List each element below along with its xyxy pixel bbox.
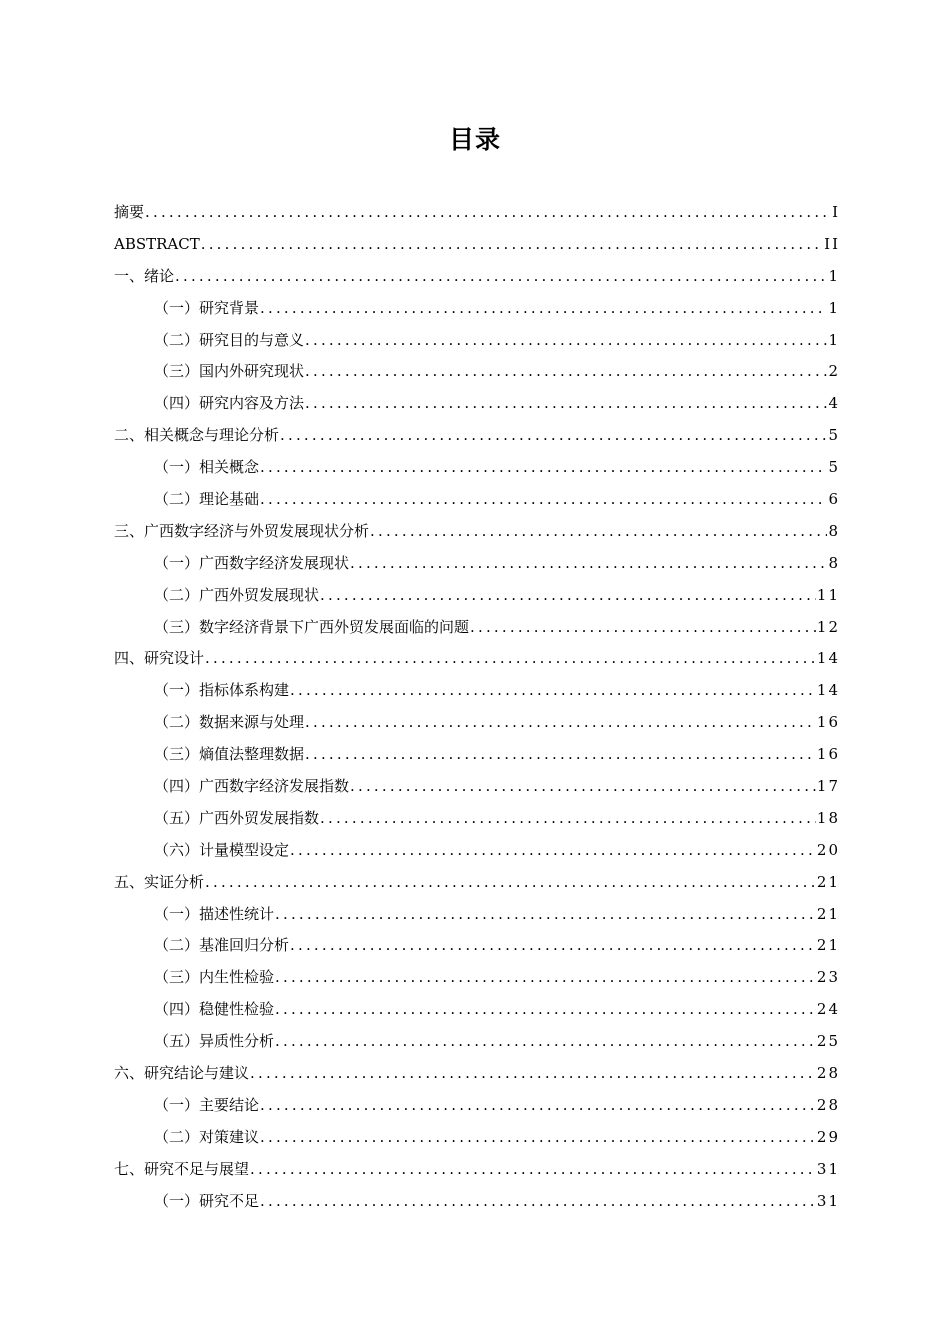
toc-entry-page-number: 1 bbox=[828, 330, 840, 349]
toc-entry-page-number: 1 bbox=[828, 298, 840, 317]
toc-entry-label: （三）内生性检验 bbox=[154, 968, 275, 987]
toc-leader-dots bbox=[260, 293, 827, 325]
toc-entry-page-number: 17 bbox=[816, 777, 840, 796]
toc-entry-label: （二）研究目的与意义 bbox=[154, 330, 305, 349]
toc-entry[interactable] bbox=[114, 229, 838, 261]
toc-leader-dots bbox=[305, 739, 816, 771]
toc-entry[interactable] bbox=[114, 930, 838, 962]
toc-entry-label: （一）主要结论 bbox=[154, 1095, 260, 1114]
toc-entry-label: （二）理论基础 bbox=[154, 490, 260, 509]
toc-entry[interactable] bbox=[114, 707, 838, 739]
toc-entry-page-number: 12 bbox=[816, 617, 840, 636]
toc-entry-label: 三、广西数字经济与外贸发展现状分析 bbox=[114, 521, 370, 540]
toc-entry-page-number: 16 bbox=[816, 745, 840, 764]
toc-entry-page-number: 18 bbox=[816, 808, 840, 827]
toc-entry[interactable] bbox=[114, 548, 838, 580]
toc-entry-label: （三）熵值法整理数据 bbox=[154, 745, 305, 764]
toc-entry[interactable] bbox=[114, 1058, 838, 1090]
toc-entry-label: （一）研究背景 bbox=[154, 298, 260, 317]
toc-leader-dots bbox=[205, 867, 816, 899]
toc-entry[interactable] bbox=[114, 867, 838, 899]
toc-entry-label: （三）数字经济背景下广西外贸发展面临的问题 bbox=[154, 617, 470, 636]
toc-entry[interactable] bbox=[114, 739, 838, 771]
toc-entry-page-number: 16 bbox=[816, 713, 840, 732]
toc-entry-label: （六）计量模型设定 bbox=[154, 840, 290, 859]
toc-entry-label: （四）稳健性检验 bbox=[154, 1000, 275, 1019]
toc-entry-label: ABSTRACT bbox=[114, 234, 200, 253]
toc-entry-page-number: 5 bbox=[828, 458, 840, 477]
toc-entry-page-number: 21 bbox=[816, 904, 840, 923]
toc-leader-dots bbox=[275, 994, 816, 1026]
table-of-contents bbox=[114, 197, 838, 1218]
toc-leader-dots bbox=[280, 420, 827, 452]
toc-leader-dots bbox=[205, 643, 816, 675]
toc-leader-dots bbox=[290, 930, 816, 962]
toc-entry[interactable] bbox=[114, 1026, 838, 1058]
toc-entry-page-number: 21 bbox=[816, 872, 840, 891]
toc-entry-page-number: 28 bbox=[816, 1064, 840, 1083]
toc-entry-label: （一）研究不足 bbox=[154, 1191, 260, 1210]
toc-leader-dots bbox=[175, 261, 827, 293]
toc-entry-page-number: 2 bbox=[828, 362, 840, 381]
toc-leader-dots bbox=[260, 1122, 816, 1154]
toc-entry-label: （四）研究内容及方法 bbox=[154, 394, 305, 413]
toc-leader-dots bbox=[275, 899, 816, 931]
toc-entry-label: （五）异质性分析 bbox=[154, 1032, 275, 1051]
toc-entry-label: 一、绪论 bbox=[114, 266, 175, 285]
toc-entry[interactable] bbox=[114, 1122, 838, 1154]
toc-leader-dots bbox=[275, 962, 816, 994]
toc-entry-page-number: 23 bbox=[816, 968, 840, 987]
toc-entry-label: （二）基准回归分析 bbox=[154, 936, 290, 955]
toc-entry-label: 四、研究设计 bbox=[114, 649, 205, 668]
toc-entry[interactable] bbox=[114, 261, 838, 293]
toc-entry[interactable] bbox=[114, 356, 838, 388]
toc-entry-page-number: 14 bbox=[816, 681, 840, 700]
toc-entry-label: 摘要 bbox=[114, 203, 145, 221]
toc-entry-page-number: 5 bbox=[828, 426, 840, 445]
toc-entry[interactable] bbox=[114, 803, 838, 835]
toc-entry-label: （二）对策建议 bbox=[154, 1127, 260, 1146]
toc-entry[interactable] bbox=[114, 420, 838, 452]
toc-leader-dots bbox=[305, 356, 827, 388]
toc-entry-label: 五、实证分析 bbox=[114, 872, 205, 891]
toc-entry[interactable] bbox=[114, 197, 838, 229]
toc-entry[interactable] bbox=[114, 484, 838, 516]
toc-entry[interactable] bbox=[114, 675, 838, 707]
toc-entry-page-number: 6 bbox=[828, 490, 840, 509]
toc-entry-label: （一）描述性统计 bbox=[154, 904, 275, 923]
toc-entry-page-number: 28 bbox=[816, 1095, 840, 1114]
toc-entry-label: （二）数据来源与处理 bbox=[154, 713, 305, 732]
toc-entry-page-number: 4 bbox=[828, 394, 840, 413]
toc-entry[interactable] bbox=[114, 293, 838, 325]
toc-leader-dots bbox=[250, 1154, 816, 1186]
page-title: 目录 bbox=[448, 125, 501, 154]
toc-entry[interactable] bbox=[114, 452, 838, 484]
toc-entry-page-number: 14 bbox=[816, 649, 840, 668]
toc-entry-page-number: 8 bbox=[828, 521, 840, 540]
toc-entry-label: （一）广西数字经济发展现状 bbox=[154, 553, 350, 572]
toc-entry[interactable] bbox=[114, 1154, 838, 1186]
toc-leader-dots bbox=[305, 388, 827, 420]
toc-entry-label: （四）广西数字经济发展指数 bbox=[154, 777, 350, 796]
toc-entry-page-number: 21 bbox=[816, 936, 840, 955]
toc-entry[interactable] bbox=[114, 994, 838, 1026]
toc-leader-dots bbox=[260, 1090, 816, 1122]
toc-entry[interactable] bbox=[114, 835, 838, 867]
toc-leader-dots bbox=[305, 707, 816, 739]
toc-leader-dots bbox=[275, 1026, 816, 1058]
toc-entry[interactable] bbox=[114, 643, 838, 675]
toc-entry-page-number: 29 bbox=[816, 1127, 840, 1146]
toc-leader-dots bbox=[290, 835, 816, 867]
toc-leader-dots bbox=[350, 771, 816, 803]
toc-entry-page-number: 11 bbox=[816, 585, 840, 604]
toc-entry-page-number: I bbox=[832, 203, 840, 221]
toc-entry-page-number: II bbox=[824, 234, 840, 253]
toc-entry-label: （五）广西外贸发展指数 bbox=[154, 808, 320, 827]
toc-entry-label: （三）国内外研究现状 bbox=[154, 362, 305, 381]
toc-entry[interactable] bbox=[114, 325, 838, 357]
toc-leader-dots bbox=[320, 803, 816, 835]
toc-entry-page-number: 31 bbox=[816, 1159, 840, 1178]
toc-entry-label: （二）广西外贸发展现状 bbox=[154, 585, 320, 604]
toc-entry-label: 七、研究不足与展望 bbox=[114, 1159, 250, 1178]
toc-entry-page-number: 1 bbox=[828, 266, 840, 285]
toc-leader-dots bbox=[350, 548, 827, 580]
toc-leader-dots bbox=[370, 516, 827, 548]
toc-entry-page-number: 31 bbox=[816, 1191, 840, 1210]
toc-entry-label: 六、研究结论与建议 bbox=[114, 1064, 250, 1083]
toc-entry[interactable] bbox=[114, 388, 838, 420]
toc-leader-dots bbox=[320, 580, 816, 612]
toc-leader-dots bbox=[145, 197, 831, 229]
toc-leader-dots bbox=[305, 325, 827, 357]
toc-leader-dots bbox=[260, 484, 827, 516]
toc-leader-dots bbox=[290, 675, 816, 707]
toc-entry-label: （一）相关概念 bbox=[154, 458, 260, 477]
toc-entry[interactable] bbox=[114, 580, 838, 612]
toc-leader-dots bbox=[260, 452, 827, 484]
toc-entry[interactable] bbox=[114, 899, 838, 931]
toc-entry-page-number: 20 bbox=[816, 840, 840, 859]
toc-leader-dots bbox=[250, 1058, 816, 1090]
toc-entry[interactable] bbox=[114, 771, 838, 803]
toc-entry-page-number: 8 bbox=[828, 553, 840, 572]
toc-entry-label: 二、相关概念与理论分析 bbox=[114, 426, 280, 445]
toc-entry-label: （一）指标体系构建 bbox=[154, 681, 290, 700]
toc-leader-dots bbox=[470, 612, 816, 644]
toc-entry-page-number: 24 bbox=[816, 1000, 840, 1019]
toc-entry[interactable] bbox=[114, 612, 838, 644]
toc-entry-page-number: 25 bbox=[816, 1032, 840, 1051]
toc-entry[interactable] bbox=[114, 962, 838, 994]
toc-entry[interactable] bbox=[114, 1186, 838, 1218]
toc-entry[interactable] bbox=[114, 1090, 838, 1122]
toc-leader-dots bbox=[201, 229, 823, 261]
toc-entry[interactable] bbox=[114, 516, 838, 548]
toc-leader-dots bbox=[260, 1186, 816, 1218]
